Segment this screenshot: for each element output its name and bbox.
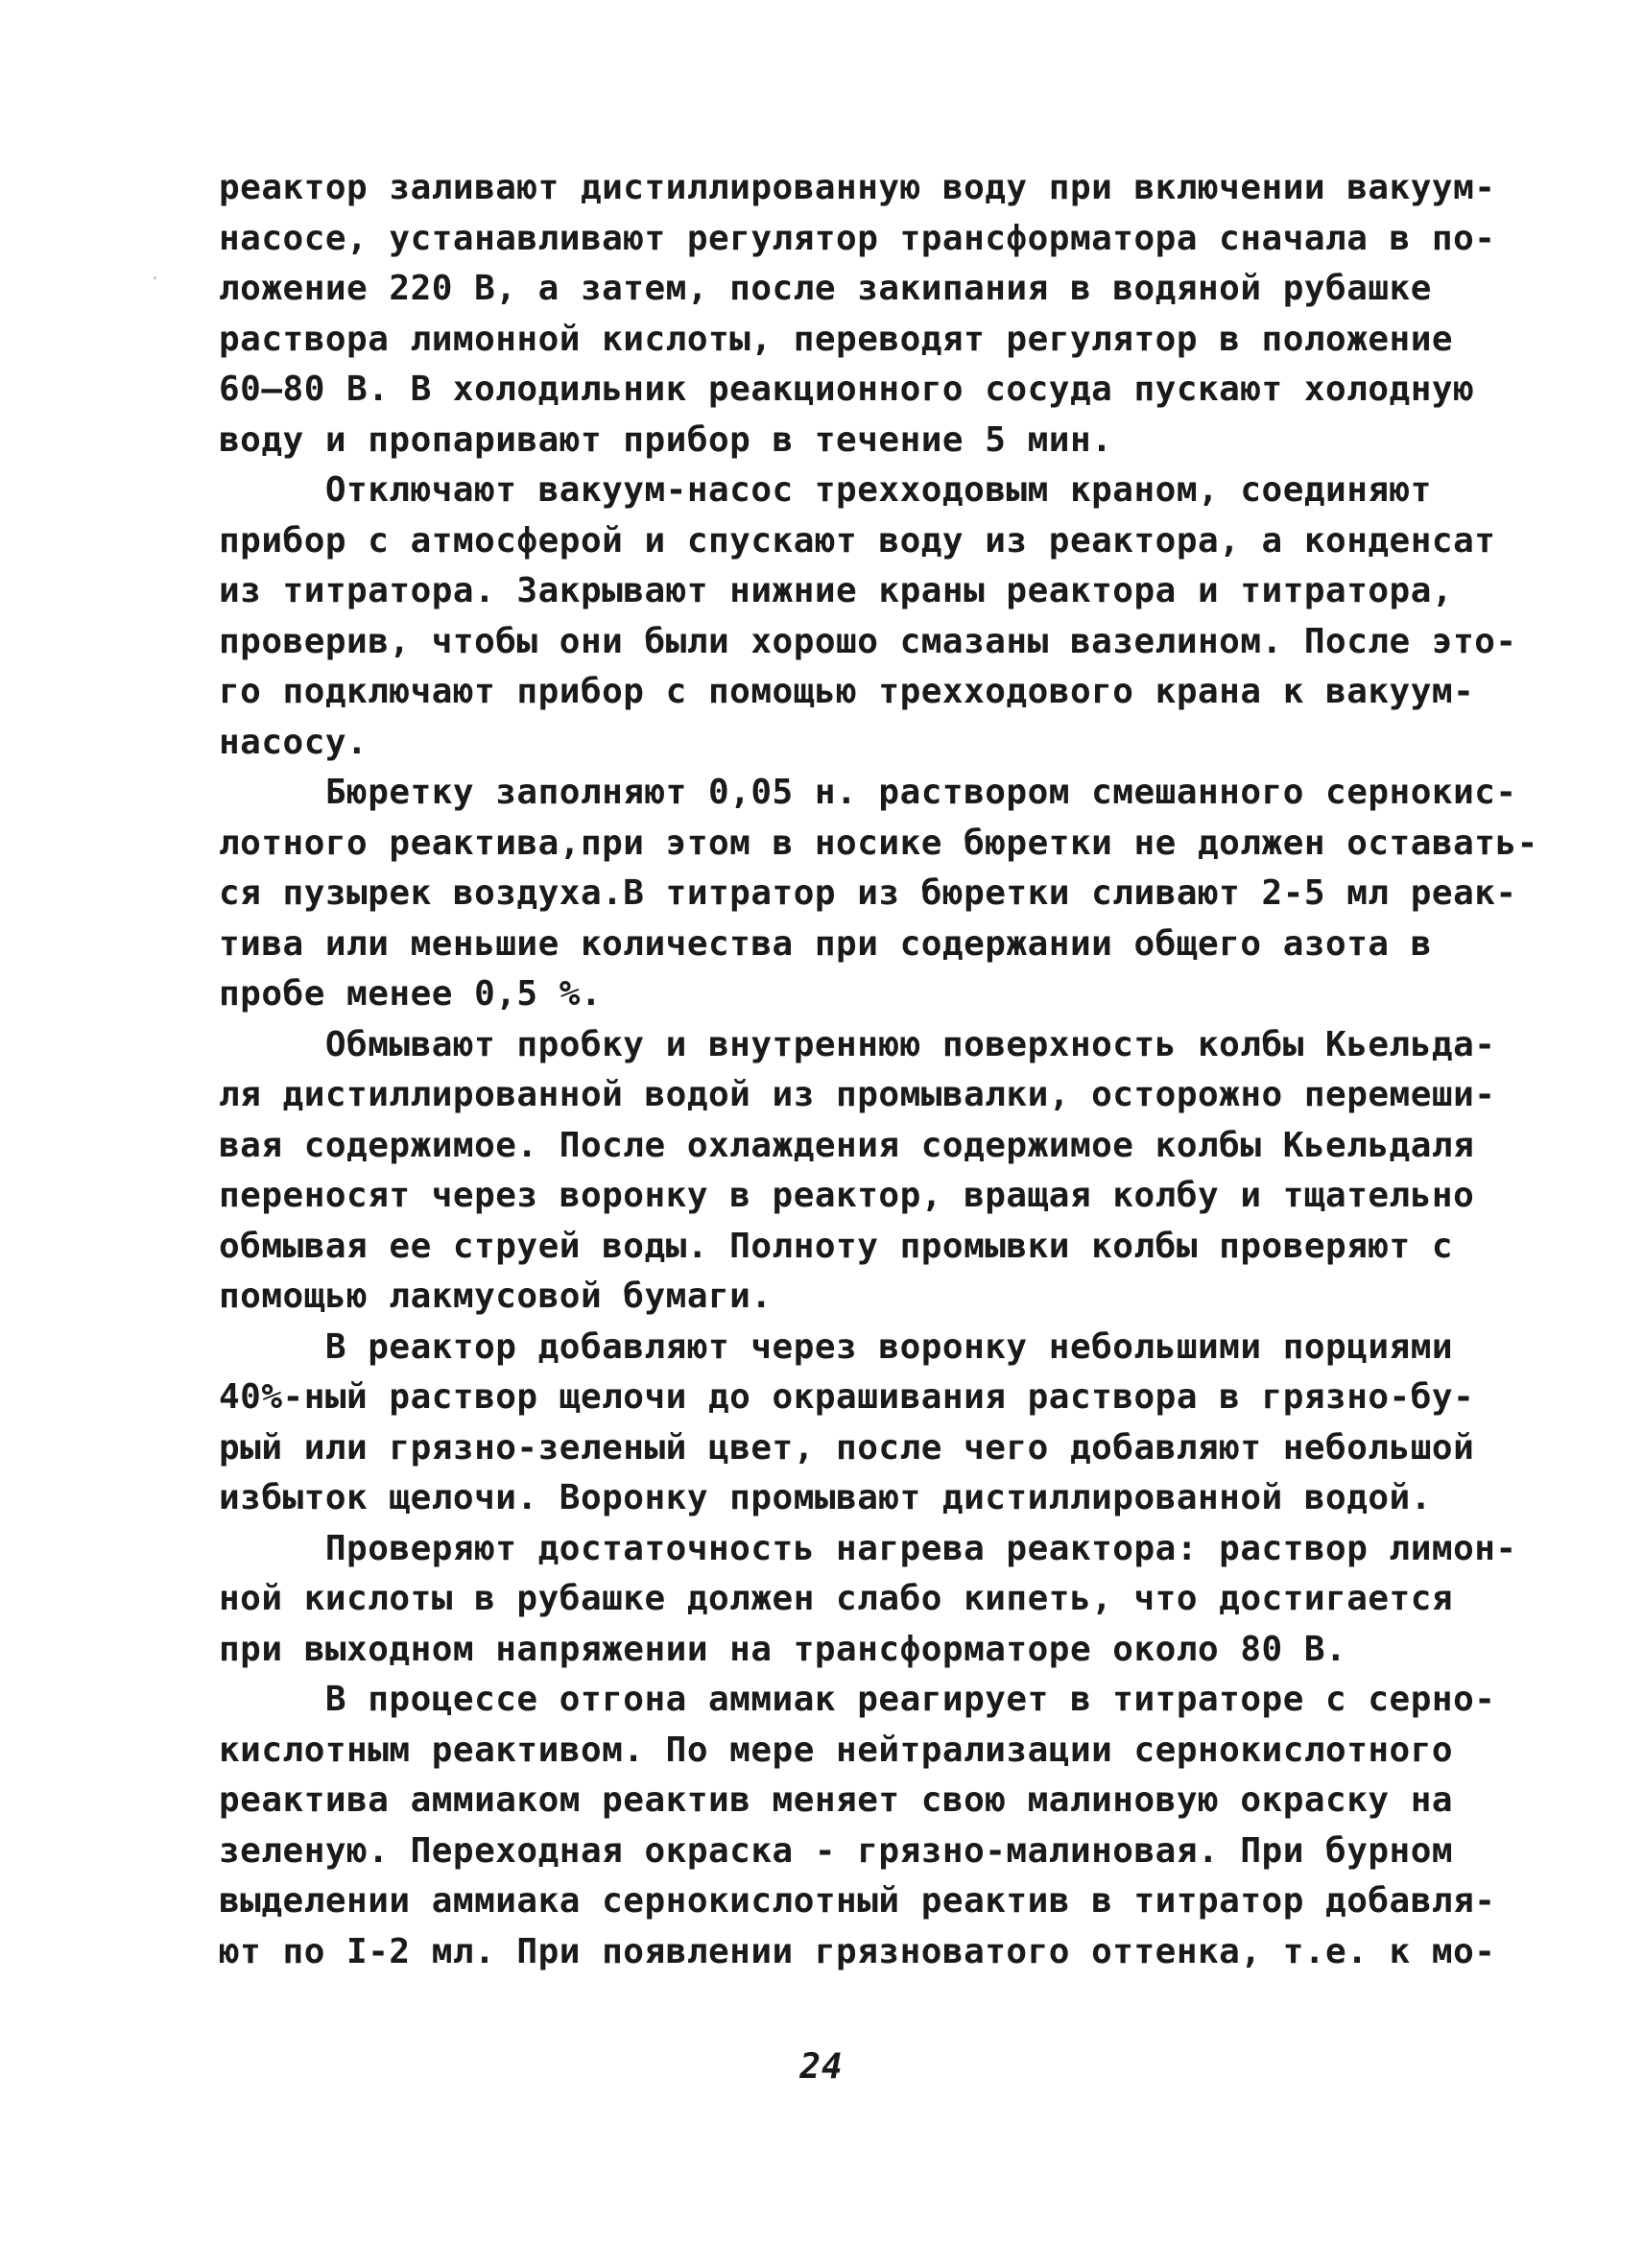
text-line: при выходном напряжении на трансформаторе около 80 В. (219, 1629, 1347, 1669)
text-line: ной кислоты в рубашке должен слабо кипеть, что достигается (219, 1579, 1454, 1618)
text-line: Отключают вакуум-насос трехходовым краном, соединяют (219, 470, 1432, 510)
text-line: переносят через воронку в реактор, вращая колбу и тщательно (219, 1176, 1475, 1215)
text-line: В процессе отгона аммиак реагирует в титраторе с серно- (219, 1680, 1496, 1719)
text-line: насосу. (219, 722, 369, 762)
text-line: ля дистиллированной водой из промывалки, осторожно перемеши- (219, 1075, 1496, 1114)
text-line: выделении аммиака сернокислотный реактив в титратор добавля- (219, 1881, 1496, 1921)
text-line: Проверяют достаточность нагрева реактора: раствор лимон- (219, 1528, 1517, 1568)
text-line: насосе, устанавливают регулятор трансформатора сначала в по- (219, 218, 1496, 258)
text-line: помощью лакмусовой бумаги. (219, 1277, 773, 1316)
text-line: реактива аммиаком реактив меняет свою малиновую окраску на (219, 1780, 1454, 1820)
text-line: Обмывают пробку и внутреннюю поверхность колбы Кьельда- (219, 1024, 1496, 1064)
text-line: зеленую. Переходная окраска - грязно-малиновая. При бурном (219, 1830, 1454, 1871)
text-line: ся пузырек воздуха.В титратор из бюретки сливают 2-5 мл реак- (219, 873, 1517, 913)
page-number: 24 (799, 2047, 844, 2087)
text-line: рый или грязно-зеленый цвет, после чего добавляют небольшой (219, 1427, 1475, 1468)
body-text (219, 163, 1538, 1977)
scan-speck (154, 276, 156, 279)
text-line: го подключают прибор с помощью трехходового крана к вакуум- (219, 672, 1475, 711)
text-line: обмывая ее струей воды. Полноту промывки колбы проверяют с (219, 1226, 1454, 1266)
text-line: вая содержимое. После охлаждения содержимое колбы Кьельдаля (219, 1125, 1475, 1165)
text-line: 40%-ный раствор щелочи до окрашивания раствора в грязно-бу- (219, 1377, 1475, 1417)
text-line: пробе менее 0,5 %. (219, 974, 603, 1014)
text-line: В реактор добавляют через воронку небольшими порциями (219, 1326, 1454, 1367)
text-line: ложение 220 В, а затем, после закипания в водяной рубашке (219, 269, 1432, 308)
text-line: избыток щелочи. Воронку промывают дистиллированной водой. (219, 1478, 1432, 1517)
text-line: воду и пропаривают прибор в течение 5 мин. (219, 419, 1113, 460)
text-line: прибор с атмосферой и спускают воду из реактора, а конденсат (219, 520, 1496, 561)
text-line: кислотным реактивом. По мере нейтрализации сернокислотного (219, 1730, 1454, 1770)
text-line: Бюретку заполняют 0,05 н. раствором смешанного сернокис- (219, 773, 1517, 812)
text-line: тива или меньшие количества при содержании общего азота в (219, 923, 1432, 964)
text-line: лотного реактива,при этом в носике бюретки не должен оставать- (219, 823, 1538, 863)
text-line: из титратора. Закрывают нижние краны реактора и титратора, (219, 571, 1454, 610)
text-line: реактор заливают дистиллированную воду при включении вакуум- (219, 168, 1496, 207)
text-line: раствора лимонной кислоты, переводят регулятор в положение (219, 319, 1454, 359)
text-line: 60–80 В. В холодильник реакционного сосуда пускают холодную (219, 370, 1475, 409)
text-line: проверив, чтобы они были хорошо смазаны вазелином. После это- (219, 621, 1517, 661)
text-line: ют по I-2 мл. При появлении грязноватого оттенка, т.е. к мо- (219, 1931, 1496, 1971)
